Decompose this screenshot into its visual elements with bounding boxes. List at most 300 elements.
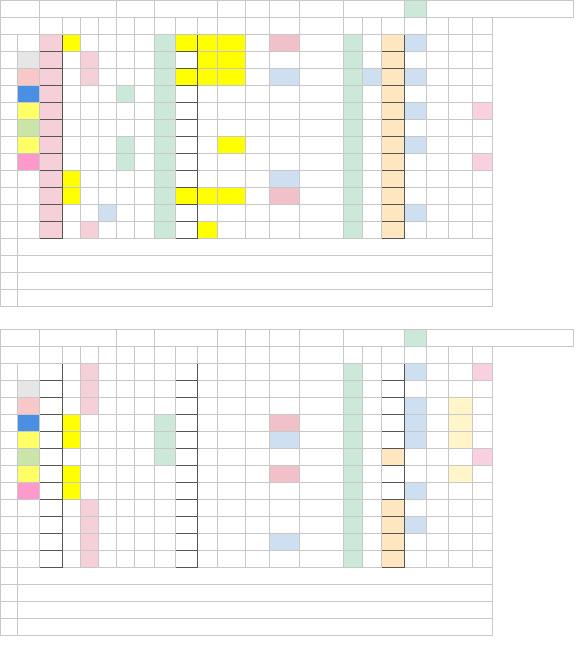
gate-number bbox=[18, 86, 40, 103]
jockey-combo bbox=[246, 154, 270, 171]
empty-row bbox=[1, 239, 574, 256]
col-b bbox=[81, 415, 99, 432]
empty-cell bbox=[18, 290, 493, 307]
row-number bbox=[1, 551, 18, 568]
col-c bbox=[99, 381, 117, 398]
col-b bbox=[81, 171, 99, 188]
ability-rank bbox=[40, 137, 63, 154]
col-b bbox=[81, 103, 99, 120]
table-row[interactable] bbox=[1, 103, 574, 120]
table-row[interactable] bbox=[1, 154, 574, 171]
col-d bbox=[117, 398, 135, 415]
ta-value bbox=[270, 483, 300, 500]
col-c bbox=[99, 86, 117, 103]
column-header[interactable] bbox=[99, 18, 117, 35]
row-number bbox=[1, 222, 18, 239]
arrow-indicator bbox=[135, 171, 155, 188]
col-d bbox=[117, 154, 135, 171]
column-header[interactable] bbox=[449, 347, 473, 364]
table-row[interactable] bbox=[1, 432, 574, 449]
arrow-indicator bbox=[135, 432, 155, 449]
spacer bbox=[427, 330, 574, 347]
prediction-mark bbox=[176, 120, 198, 137]
gate-number bbox=[18, 517, 40, 534]
x-value bbox=[198, 483, 218, 500]
jockey-stat bbox=[300, 52, 344, 69]
p-count bbox=[473, 483, 493, 500]
running-style bbox=[155, 35, 176, 52]
jockey-stat bbox=[300, 103, 344, 120]
prediction-mark bbox=[176, 398, 198, 415]
column-header[interactable] bbox=[382, 18, 405, 35]
column-header[interactable] bbox=[300, 18, 344, 35]
prev-rank bbox=[218, 466, 246, 483]
table-row[interactable] bbox=[1, 483, 574, 500]
ta-value bbox=[270, 69, 300, 86]
col-d bbox=[117, 449, 135, 466]
k-percent bbox=[405, 500, 427, 517]
current-jockey bbox=[344, 483, 363, 500]
ability-rank bbox=[40, 69, 63, 86]
column-header[interactable] bbox=[135, 347, 155, 364]
column-header[interactable] bbox=[117, 347, 135, 364]
col-c bbox=[99, 517, 117, 534]
col-b bbox=[81, 35, 99, 52]
jockey-stat bbox=[300, 188, 344, 205]
finish-count bbox=[363, 154, 382, 171]
p-percent bbox=[449, 415, 473, 432]
distance-value bbox=[382, 534, 405, 551]
finish-count bbox=[363, 449, 382, 466]
p-count bbox=[473, 222, 493, 239]
table-row[interactable] bbox=[1, 137, 574, 154]
running-style bbox=[155, 449, 176, 466]
column-header[interactable] bbox=[117, 18, 135, 35]
col-b bbox=[81, 483, 99, 500]
p-percent bbox=[449, 398, 473, 415]
ta-value bbox=[270, 398, 300, 415]
col-a bbox=[63, 137, 81, 154]
distance-value bbox=[382, 86, 405, 103]
table-row[interactable] bbox=[1, 449, 574, 466]
empty-cell bbox=[18, 256, 493, 273]
table-row[interactable] bbox=[1, 534, 574, 551]
p-count bbox=[473, 52, 493, 69]
current-jockey bbox=[344, 432, 363, 449]
column-header[interactable] bbox=[300, 347, 344, 364]
col-d bbox=[117, 222, 135, 239]
column-header[interactable] bbox=[473, 347, 493, 364]
ta-value bbox=[270, 381, 300, 398]
col-a bbox=[63, 188, 81, 205]
table-row[interactable] bbox=[1, 205, 574, 222]
gate-number bbox=[18, 52, 40, 69]
jockey-combo bbox=[246, 137, 270, 154]
spacer bbox=[427, 1, 574, 18]
column-header[interactable] bbox=[246, 347, 270, 364]
p-percent bbox=[449, 86, 473, 103]
k-percent bbox=[405, 449, 427, 466]
table-row[interactable] bbox=[1, 551, 574, 568]
ability-rank bbox=[40, 551, 63, 568]
column-header[interactable] bbox=[155, 18, 176, 35]
col-d bbox=[117, 69, 135, 86]
x-value bbox=[198, 364, 218, 381]
col-d bbox=[117, 137, 135, 154]
distance-value bbox=[382, 364, 405, 381]
table-row[interactable] bbox=[1, 171, 574, 188]
prev-rank bbox=[218, 449, 246, 466]
jockey-stat bbox=[300, 205, 344, 222]
column-header[interactable] bbox=[176, 18, 198, 35]
row-number bbox=[1, 415, 18, 432]
prediction-mark bbox=[176, 222, 198, 239]
gate-number bbox=[18, 364, 40, 381]
col-a bbox=[63, 364, 81, 381]
arrow-indicator bbox=[135, 188, 155, 205]
k-percent bbox=[405, 120, 427, 137]
p-count bbox=[473, 103, 493, 120]
ta-value bbox=[270, 364, 300, 381]
current-jockey bbox=[344, 103, 363, 120]
current-jockey bbox=[344, 86, 363, 103]
col-d bbox=[117, 500, 135, 517]
p-count bbox=[473, 398, 493, 415]
column-header[interactable] bbox=[155, 347, 176, 364]
finish-count bbox=[363, 103, 382, 120]
column-header[interactable] bbox=[81, 347, 99, 364]
jockey-stat bbox=[300, 398, 344, 415]
column-header[interactable] bbox=[270, 347, 300, 364]
column-header[interactable] bbox=[270, 18, 300, 35]
arrow-indicator bbox=[135, 517, 155, 534]
current-jockey bbox=[344, 500, 363, 517]
p-count bbox=[473, 551, 493, 568]
ta-value bbox=[270, 103, 300, 120]
arrow-indicator bbox=[135, 69, 155, 86]
col-b bbox=[81, 466, 99, 483]
col-a bbox=[63, 432, 81, 449]
running-style bbox=[155, 398, 176, 415]
row-number bbox=[1, 171, 18, 188]
k-percent bbox=[405, 86, 427, 103]
prediction-mark bbox=[176, 103, 198, 120]
ability-rank bbox=[40, 120, 63, 137]
column-header[interactable] bbox=[63, 347, 81, 364]
race-number bbox=[155, 330, 218, 347]
p-count bbox=[473, 188, 493, 205]
ability-rank bbox=[40, 534, 63, 551]
top-ta-value bbox=[270, 1, 300, 18]
running-style bbox=[155, 432, 176, 449]
ability-rank bbox=[40, 103, 63, 120]
top-kishu-value bbox=[246, 330, 270, 347]
running-style bbox=[155, 154, 176, 171]
ta-value bbox=[270, 205, 300, 222]
distance-value bbox=[382, 415, 405, 432]
col-c bbox=[99, 222, 117, 239]
table-row[interactable] bbox=[1, 398, 574, 415]
column-header[interactable] bbox=[218, 347, 246, 364]
col-b bbox=[81, 551, 99, 568]
arrow-indicator bbox=[135, 551, 155, 568]
col-b bbox=[81, 205, 99, 222]
current-jockey bbox=[344, 52, 363, 69]
column-header[interactable] bbox=[363, 347, 382, 364]
column-header[interactable] bbox=[405, 18, 427, 35]
jockey-combo bbox=[246, 466, 270, 483]
race-date bbox=[40, 1, 117, 18]
jockey-stat bbox=[300, 364, 344, 381]
column-header[interactable] bbox=[363, 18, 382, 35]
column-header[interactable] bbox=[405, 347, 427, 364]
k-count bbox=[427, 534, 449, 551]
col-b bbox=[81, 120, 99, 137]
column-header[interactable] bbox=[176, 347, 198, 364]
ability-rank bbox=[40, 35, 63, 52]
p-percent bbox=[449, 35, 473, 52]
col-d bbox=[117, 35, 135, 52]
jockey-stat bbox=[300, 551, 344, 568]
current-jockey bbox=[344, 205, 363, 222]
finish-count bbox=[363, 69, 382, 86]
column-header[interactable] bbox=[473, 18, 493, 35]
table-row[interactable] bbox=[1, 222, 574, 239]
arrow-indicator bbox=[135, 500, 155, 517]
col-b bbox=[81, 449, 99, 466]
k-count bbox=[427, 415, 449, 432]
ta-value bbox=[270, 137, 300, 154]
col-a bbox=[63, 500, 81, 517]
distance-value bbox=[382, 483, 405, 500]
p-percent bbox=[449, 103, 473, 120]
col-c bbox=[99, 205, 117, 222]
gate-number bbox=[18, 154, 40, 171]
gate-number bbox=[18, 534, 40, 551]
column-header[interactable] bbox=[449, 18, 473, 35]
top-kishu-value bbox=[246, 1, 270, 18]
arrow-indicator bbox=[135, 534, 155, 551]
table-row[interactable] bbox=[1, 188, 574, 205]
prediction-mark bbox=[176, 500, 198, 517]
arrow-indicator bbox=[135, 449, 155, 466]
jockey-combo bbox=[246, 52, 270, 69]
p-count bbox=[473, 205, 493, 222]
current-jockey bbox=[344, 188, 363, 205]
k-percent bbox=[405, 103, 427, 120]
table-row[interactable] bbox=[1, 86, 574, 103]
jockey-stat bbox=[300, 500, 344, 517]
row-number bbox=[1, 381, 18, 398]
running-style bbox=[155, 52, 176, 69]
table-row[interactable] bbox=[1, 466, 574, 483]
prev-rank bbox=[218, 35, 246, 52]
ta-value bbox=[270, 154, 300, 171]
jockey-combo bbox=[246, 483, 270, 500]
venue-label bbox=[1, 330, 40, 347]
column-header[interactable] bbox=[198, 18, 218, 35]
jockey-combo bbox=[246, 432, 270, 449]
empty-row bbox=[1, 256, 574, 273]
column-header[interactable] bbox=[99, 347, 117, 364]
col-c bbox=[99, 534, 117, 551]
col-b bbox=[81, 534, 99, 551]
table-row[interactable] bbox=[1, 52, 574, 69]
distance-value bbox=[382, 103, 405, 120]
column-header[interactable] bbox=[246, 18, 270, 35]
row-number bbox=[1, 619, 18, 636]
col-a bbox=[63, 517, 81, 534]
column-header[interactable] bbox=[198, 347, 218, 364]
table-row[interactable] bbox=[1, 381, 574, 398]
column-header[interactable] bbox=[344, 347, 363, 364]
gate-number bbox=[18, 432, 40, 449]
col-a bbox=[63, 120, 81, 137]
col-a bbox=[63, 415, 81, 432]
row-number bbox=[1, 568, 18, 585]
ta-value bbox=[270, 120, 300, 137]
table-row[interactable] bbox=[1, 517, 574, 534]
column-header[interactable] bbox=[427, 18, 449, 35]
row-number bbox=[1, 449, 18, 466]
p-count bbox=[473, 171, 493, 188]
k-count bbox=[427, 205, 449, 222]
k-percent bbox=[405, 35, 427, 52]
x-value bbox=[198, 449, 218, 466]
k-percent bbox=[405, 171, 427, 188]
p-count bbox=[473, 381, 493, 398]
running-style bbox=[155, 103, 176, 120]
prev-rank bbox=[218, 432, 246, 449]
ability-rank bbox=[40, 171, 63, 188]
column-header[interactable] bbox=[427, 347, 449, 364]
ta-value bbox=[270, 222, 300, 239]
col-a bbox=[63, 449, 81, 466]
col-b bbox=[81, 381, 99, 398]
jockey-stat bbox=[300, 137, 344, 154]
finish-count bbox=[363, 364, 382, 381]
ability-rank bbox=[40, 381, 63, 398]
running-style bbox=[155, 222, 176, 239]
column-header[interactable] bbox=[344, 18, 363, 35]
col-a bbox=[63, 86, 81, 103]
table-row[interactable] bbox=[1, 500, 574, 517]
running-style bbox=[155, 171, 176, 188]
jockey-combo bbox=[246, 398, 270, 415]
arrow-indicator bbox=[135, 52, 155, 69]
row-number bbox=[1, 432, 18, 449]
jockey-combo bbox=[246, 120, 270, 137]
finish-count bbox=[363, 120, 382, 137]
k-count bbox=[427, 398, 449, 415]
k-count bbox=[427, 188, 449, 205]
p-percent bbox=[449, 137, 473, 154]
finish-count bbox=[363, 466, 382, 483]
prediction-mark bbox=[176, 188, 198, 205]
k-count bbox=[427, 381, 449, 398]
current-jockey bbox=[344, 137, 363, 154]
k-percent bbox=[405, 432, 427, 449]
running-style bbox=[155, 500, 176, 517]
column-header[interactable] bbox=[63, 18, 81, 35]
col-c bbox=[99, 415, 117, 432]
gate-number bbox=[18, 483, 40, 500]
column-header[interactable] bbox=[40, 18, 63, 35]
empty-row bbox=[1, 619, 574, 636]
ta-value bbox=[270, 415, 300, 432]
column-header[interactable] bbox=[382, 347, 405, 364]
col-d bbox=[117, 534, 135, 551]
table-row[interactable] bbox=[1, 364, 574, 381]
jockey-combo bbox=[246, 103, 270, 120]
column-header[interactable] bbox=[218, 18, 246, 35]
col-a bbox=[63, 466, 81, 483]
x-value bbox=[198, 500, 218, 517]
column-header[interactable] bbox=[40, 347, 63, 364]
col-a bbox=[63, 103, 81, 120]
gate-number bbox=[18, 500, 40, 517]
arrow-indicator bbox=[135, 205, 155, 222]
arrow-indicator bbox=[135, 466, 155, 483]
p-count bbox=[473, 137, 493, 154]
col-b bbox=[81, 432, 99, 449]
jockey-stat bbox=[300, 466, 344, 483]
distance-value bbox=[382, 517, 405, 534]
p-count bbox=[473, 415, 493, 432]
ta-value bbox=[270, 52, 300, 69]
x-value bbox=[198, 86, 218, 103]
row-number bbox=[1, 239, 18, 256]
col-c bbox=[99, 52, 117, 69]
jockey-stat bbox=[300, 154, 344, 171]
row-number bbox=[1, 103, 18, 120]
row-number bbox=[1, 534, 18, 551]
current-jockey bbox=[344, 364, 363, 381]
finish-count bbox=[363, 171, 382, 188]
table-row[interactable] bbox=[1, 120, 574, 137]
prediction-mark bbox=[176, 205, 198, 222]
running-style bbox=[155, 483, 176, 500]
ta-value bbox=[270, 551, 300, 568]
current-jockey bbox=[344, 154, 363, 171]
prediction-mark bbox=[176, 171, 198, 188]
prediction-mark bbox=[176, 137, 198, 154]
running-style bbox=[155, 69, 176, 86]
col-c bbox=[99, 500, 117, 517]
table-row[interactable] bbox=[1, 35, 574, 52]
jockey-stat bbox=[300, 69, 344, 86]
jockey-combo bbox=[246, 188, 270, 205]
row-number bbox=[1, 500, 18, 517]
finish-count bbox=[363, 222, 382, 239]
col-d bbox=[117, 188, 135, 205]
column-header[interactable] bbox=[135, 18, 155, 35]
current-jockey bbox=[344, 35, 363, 52]
k-count bbox=[427, 364, 449, 381]
col-a bbox=[63, 205, 81, 222]
prev-rank bbox=[218, 483, 246, 500]
p-percent bbox=[449, 500, 473, 517]
k-percent bbox=[405, 188, 427, 205]
column-header[interactable] bbox=[81, 18, 99, 35]
table-row[interactable] bbox=[1, 69, 574, 86]
running-style bbox=[155, 415, 176, 432]
p-percent bbox=[449, 483, 473, 500]
current-jockey bbox=[344, 398, 363, 415]
spacer bbox=[344, 1, 405, 18]
jockey-stat bbox=[300, 415, 344, 432]
table-row[interactable] bbox=[1, 415, 574, 432]
